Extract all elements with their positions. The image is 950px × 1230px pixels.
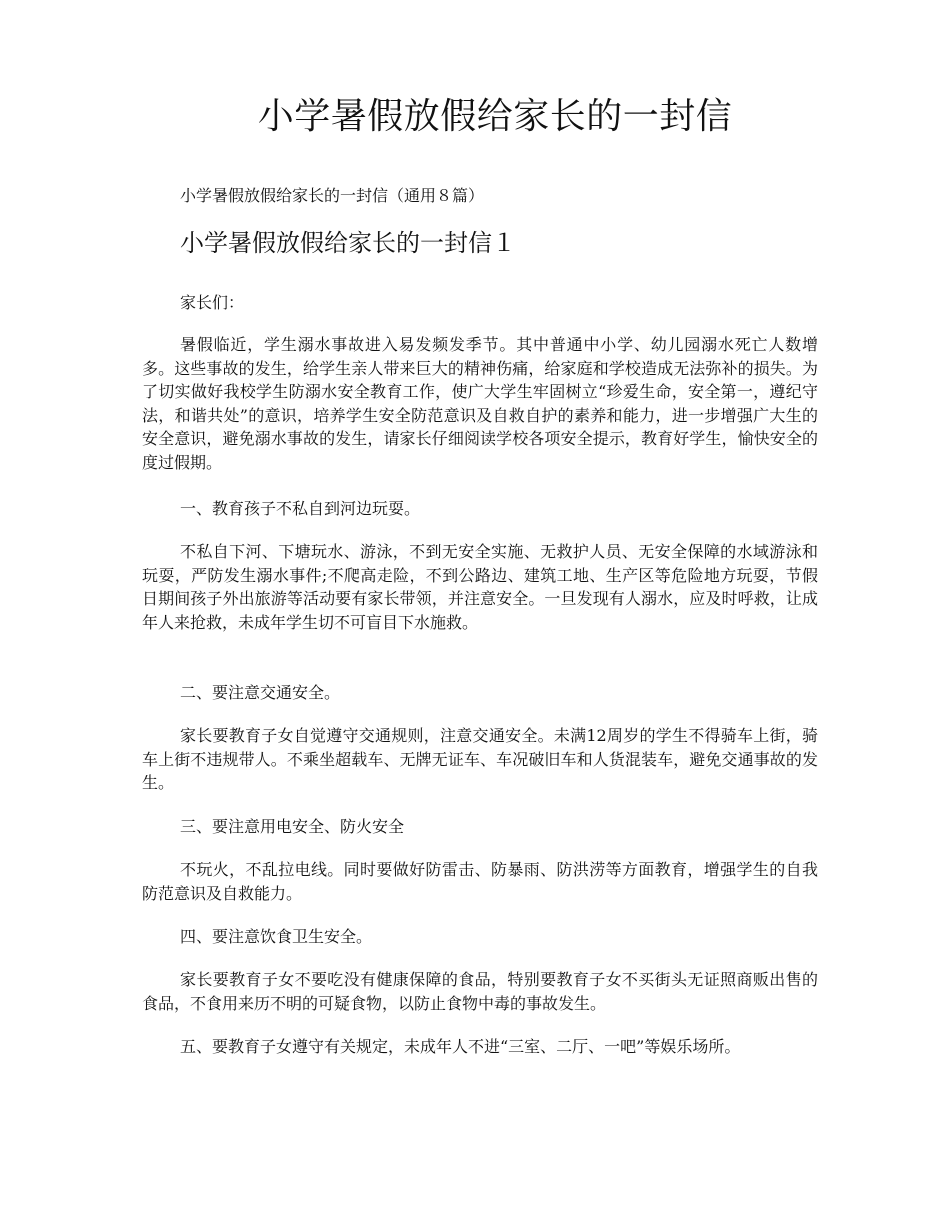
paragraph-item-5: 五、要教育子女遵守有关规定，未成年人不进“三室、二厅、一吧”等娱乐场所。 [180, 1037, 741, 1056]
document-title: 小学暑假放假给家长的一封信 [257, 96, 733, 137]
paragraph-item-4: 家长要教育子女不要吃没有健康保障的食品，特别要教育子女不买街头无证照商贩出售的食品，不食用来历不明的可疑食物，以防止食物中毒的事故发生。 [142, 970, 818, 1013]
paragraph-intro: 暑假临近，学生溺水事故进入易发频发季节。其中普通中小学、幼儿园溺水死亡人数增多。这些事故的发生，给学生亲人带来巨大的精神伤痛，给家庭和学校造成无法弥补的损失。为了切实做好我校学生防溺水安全教育工作，使广大学生牢固树立“珍爱生命，安全第一，遵纪守法，和谐共处”的意识，培养学生安全防范意识及自救自护的素养和能力，进一步增强广大生的安全意识，避免溺水事故的发生，请家长仔细阅读学校各项安全提示，教育好学生，愉快安全的度过假期。 [142, 335, 818, 472]
salutation: 家长们： [180, 293, 245, 312]
item-heading-4: 四、要注意饮食卫生安全。 [180, 927, 373, 946]
paragraph-item-1: 不私自下河、下塘玩水、游泳，不到无安全实施、无救护人员、无安全保障的水域游泳和玩耍，严防发生溺水事件;不爬高走险，不到公路边、建筑工地、生产区等危险地方玩耍，节假日期间孩子外出旅游等活动要有家长带领，并注意安全。一旦发现有人溺水，应及时呼救，让成年人来抢救，未成年学生切不可盲目下水施救。 [142, 542, 818, 632]
section-heading: 小学暑假放假给家长的一封信１ [180, 229, 516, 257]
paragraph-item-3: 不玩火，不乱拉电线。同时要做好防雷击、防暴雨、防洪涝等方面教育，增强学生的自我防范意识及自救能力。 [142, 860, 818, 903]
item-heading-3: 三、要注意用电安全、防火安全 [180, 817, 405, 836]
paragraph-item-2: 家长要教育子女自觉遵守交通规则，注意交通安全。未满12周岁的学生不得骑车上街，骑车上街不违规带人。不乘坐超载车、无牌无证车、车况破旧车和人货混装车，避免交通事故的发生。 [142, 726, 818, 792]
item-heading-2: 二、要注意交通安全。 [180, 683, 341, 702]
document-subtitle: 小学暑假放假给家长的一封信（通用８篇） [180, 186, 485, 205]
item-heading-1: 一、教育孩子不私自到河边玩耍。 [180, 499, 421, 518]
